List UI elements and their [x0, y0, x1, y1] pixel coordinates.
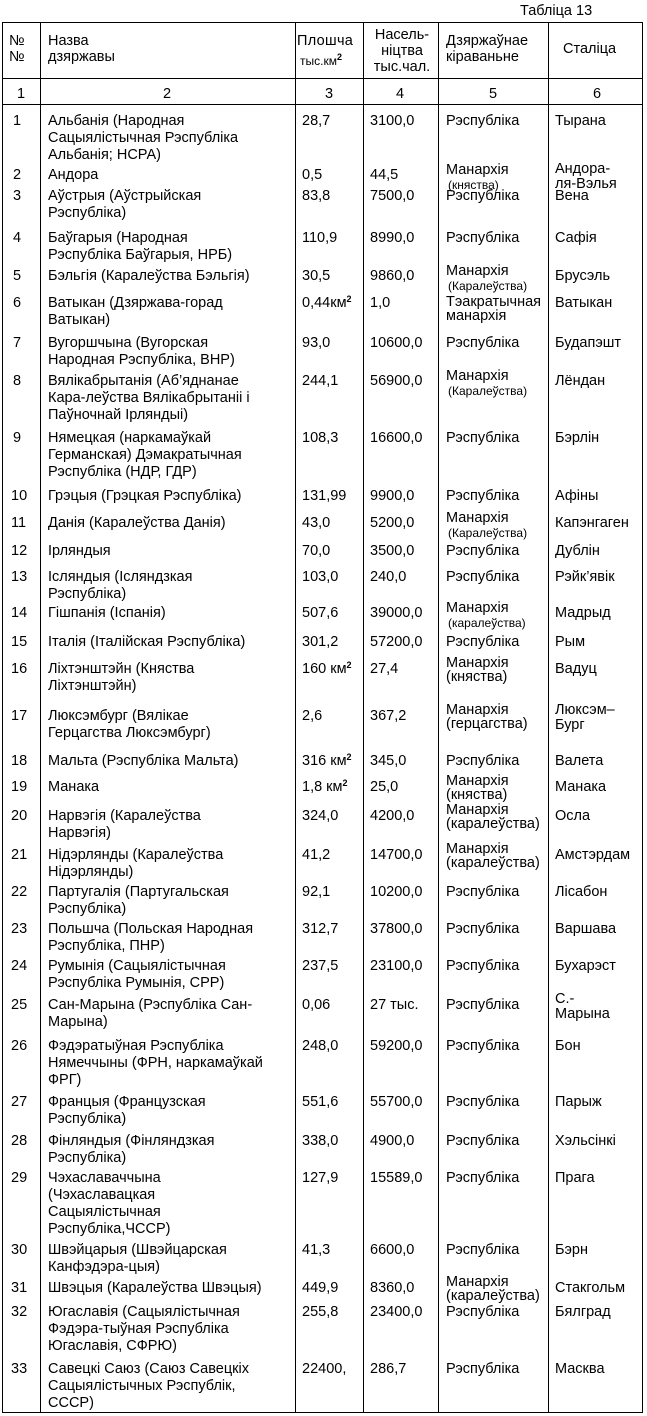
row-number: 19 — [11, 779, 28, 795]
government-form: Рэспубліка — [446, 1304, 520, 1320]
population-value: 27,4 — [370, 661, 399, 677]
government-form: Рэспубліка — [446, 1038, 520, 1054]
header-government: Дзяржаўнае кіраваньне — [446, 33, 529, 65]
area-value: 41,2 — [302, 847, 331, 863]
header-area-unit — [300, 53, 342, 70]
population-value: 15589,0 — [370, 1170, 423, 1186]
column-number: 4 — [396, 86, 405, 102]
capital-name: Бялград — [555, 1304, 611, 1320]
row-number: 23 — [11, 921, 28, 937]
population-value: 7500,0 — [370, 188, 415, 204]
row-number: 2 — [13, 167, 22, 183]
capital-name: Бон — [555, 1038, 581, 1054]
row-number: 24 — [11, 958, 28, 974]
population-value: 37800,0 — [370, 921, 423, 937]
state-name: Сан-Марына (Рэспубліка Сан- Марына) — [48, 997, 253, 1030]
area-value: 131,99 — [302, 488, 347, 504]
capital-name: Афіны — [555, 488, 599, 504]
row-number: 8 — [13, 373, 22, 389]
column-number: 5 — [489, 86, 498, 102]
area-value: 0,5 — [302, 167, 323, 183]
government-form-detail: (княства) — [448, 178, 499, 192]
population-value: 44,5 — [370, 167, 399, 183]
population-value: 39000,0 — [370, 605, 423, 621]
superscript: 2 — [346, 660, 352, 670]
population-value: 8990,0 — [370, 230, 415, 246]
population-value: 56900,0 — [370, 373, 423, 389]
government-form: Манархія (герцагства) — [446, 702, 528, 732]
state-name: Францыя (Французская Рэспубліка) — [48, 1094, 206, 1127]
government-form: Рэспубліка — [446, 488, 520, 504]
capital-name: Осла — [555, 808, 591, 824]
area-value: $0,44км^2$ — [302, 294, 352, 311]
state-name: Ісляндыя (Ісляндзкая Рэспубліка) — [48, 569, 193, 602]
state-name: Партугалія (Партугальская Рэспубліка) — [48, 884, 229, 917]
capital-name: Масква — [555, 1361, 605, 1377]
area-value: 237,5 — [302, 958, 339, 974]
capital-name: Лісабон — [555, 884, 608, 900]
capital-name: Манака — [555, 779, 607, 795]
population-value: 5200,0 — [370, 515, 415, 531]
state-name: Баўгарыя (Народная Рэспубліка Баўгарыя, НРБ) — [48, 230, 233, 263]
row-number: 4 — [13, 230, 22, 246]
state-name: Альбанія (Народная Сацыялістычная Рэспубліка Альбанія; НСРА) — [48, 113, 239, 163]
row-number: 33 — [11, 1361, 28, 1377]
population-value: 59200,0 — [370, 1038, 423, 1054]
capital-name: Сафія — [555, 230, 597, 246]
state-name: Чэхаславаччына (Чэхаславацкая Сацыялістычная Рэспубліка,ЧССР) — [48, 1170, 171, 1237]
area-value: 30,5 — [302, 268, 331, 284]
population-value: 3500,0 — [370, 543, 415, 559]
area-value: 248,0 — [302, 1038, 339, 1054]
column-divider — [438, 23, 439, 1412]
row-number: 3 — [13, 188, 22, 204]
capital-name: Андора- ля-Вэлья — [555, 161, 617, 192]
area-value: 0,06 — [302, 997, 331, 1013]
capital-name: Лёндан — [555, 373, 606, 389]
population-value: 25,0 — [370, 779, 399, 795]
row-number: 14 — [11, 605, 28, 621]
government-form: Рэспубліка — [446, 958, 520, 974]
header-divider — [3, 78, 642, 79]
area-value: 160 $км^2$ — [302, 660, 352, 677]
state-name: Вугоршчына (Вугорская Народная Рэспубліка, ВНР) — [48, 335, 235, 368]
government-form: Манархія — [446, 600, 509, 616]
row-number: 7 — [13, 335, 22, 351]
superscript: 2 — [346, 752, 352, 762]
government-form: Манархія — [446, 162, 509, 178]
state-name: Манака — [48, 779, 100, 795]
area-value: 43,0 — [302, 515, 331, 531]
row-number: 21 — [11, 847, 28, 863]
row-number: 5 — [13, 268, 22, 284]
capital-name: Варшава — [555, 921, 617, 937]
government-form: Рэспубліка — [446, 430, 520, 446]
column-divider — [363, 23, 364, 1412]
state-name: Нарвэгія (Каралеўства Нарвэгія) — [48, 808, 201, 841]
row-number: 29 — [11, 1170, 28, 1186]
header-number: № № — [9, 33, 25, 65]
government-form: Рэспубліка — [446, 753, 520, 769]
row-number: 30 — [11, 1242, 28, 1258]
column-number: 2 — [163, 86, 172, 102]
area-value: 70,0 — [302, 543, 331, 559]
government-form: Тэакратычная манархія — [446, 294, 542, 324]
state-name: Гішпанія (Іспанія) — [48, 605, 166, 621]
government-form: Манархія (каралеўства) — [446, 802, 540, 832]
government-form: Рэспубліка — [446, 543, 520, 559]
capital-name: Валета — [555, 753, 604, 769]
government-form-detail: (Каралеўства) — [448, 384, 528, 398]
population-value: 23400,0 — [370, 1304, 423, 1320]
population-value: 240,0 — [370, 569, 407, 585]
population-value: 55700,0 — [370, 1094, 423, 1110]
capital-name: Тырана — [555, 113, 606, 129]
capital-name: С.- Марына — [555, 991, 610, 1022]
row-number: 10 — [11, 488, 28, 504]
government-form: Рэспубліка — [446, 1170, 520, 1186]
area-value: 1,8 $км^2$ — [302, 778, 348, 795]
government-form-detail: (каралеўства) — [448, 616, 526, 630]
population-value: 57200,0 — [370, 634, 423, 650]
area-value: 255,8 — [302, 1304, 339, 1320]
area-value: 22400, — [302, 1361, 347, 1377]
row-number: 22 — [11, 884, 28, 900]
capital-name: Рым — [555, 634, 586, 650]
row-number: 31 — [11, 1280, 28, 1296]
government-form: Рэспубліка — [446, 884, 520, 900]
capital-name: Ватыкан — [555, 295, 613, 311]
state-name: Фінляндыя (Фінляндзкая Рэспубліка) — [48, 1133, 215, 1166]
government-form: Манархія (каралеўства) — [446, 841, 540, 871]
government-form: Рэспубліка — [446, 569, 520, 585]
state-name: Мальта (Рэспубліка Мальта) — [48, 753, 239, 769]
area-value: 507,6 — [302, 605, 339, 621]
capital-name: Бухарэст — [555, 958, 616, 974]
row-number: 12 — [11, 543, 28, 559]
government-form: Рэспубліка — [446, 113, 520, 129]
state-name: Румынія (Сацыялістычная Рэспубліка Румынія, СРР) — [48, 958, 226, 991]
area-value: 338,0 — [302, 1133, 339, 1149]
government-form: Рэспубліка — [446, 634, 520, 650]
state-name: Ватыкан (Дзяржава-горад Ватыкан) — [48, 295, 223, 328]
government-form: Рэспубліка — [446, 1094, 520, 1110]
capital-name: Дублін — [555, 543, 600, 559]
government-form: Манархія — [446, 510, 509, 526]
state-name: Савецкі Саюз (Саюз Савецкіх Сацыялістычных Рэспублік, СССР) — [48, 1361, 249, 1411]
government-form-detail: (Каралеўства) — [448, 279, 528, 293]
state-name: Нідэрлянды (Каралеўства Нідэрлянды) — [48, 847, 224, 880]
government-form: Манархія (княства) — [446, 655, 509, 685]
state-name: Вялікабрытанія (Аб’яднанае Кара-леўства Вялікабрытаніі і Паўночнай Ірляндыі) — [48, 373, 250, 423]
population-value: 14700,0 — [370, 847, 423, 863]
government-form: Рэспубліка — [446, 921, 520, 937]
population-value: 23100,0 — [370, 958, 423, 974]
capital-name: Стакгольм — [555, 1280, 626, 1296]
capital-name: Бэрн — [555, 1242, 588, 1258]
header-name: Назва дзяржавы — [48, 33, 115, 65]
area-value: 92,1 — [302, 884, 331, 900]
state-name: Югаславія (Сацыялістычная Фэдэра-тыўная Рэспубліка Югаславія, СФРЮ) — [48, 1304, 240, 1354]
population-value: 9900,0 — [370, 488, 415, 504]
area-value: 108,3 — [302, 430, 339, 446]
population-value: 345,0 — [370, 753, 407, 769]
column-number: 3 — [325, 86, 334, 102]
row-number: 18 — [11, 753, 28, 769]
column-divider — [40, 23, 41, 1412]
capital-name: Люксэм– Бург — [555, 702, 615, 733]
row-number: 17 — [11, 708, 28, 724]
area-value: 93,0 — [302, 335, 331, 351]
state-name: Аўстрыя (Аўстрыйская Рэспубліка) — [48, 188, 202, 221]
population-value: 1,0 — [370, 295, 391, 311]
row-number: 6 — [13, 295, 22, 311]
column-divider — [295, 23, 296, 1412]
population-value: 367,2 — [370, 708, 407, 724]
superscript: 2 — [336, 52, 342, 62]
state-name: Бэльгія (Каралеўства Бэльгія) — [48, 268, 250, 284]
row-number: 15 — [11, 634, 28, 650]
government-form: Рэспубліка — [446, 1133, 520, 1149]
capital-name: Амстэрдам — [555, 847, 631, 863]
state-name: Фэдэратыўная Рэспубліка Нямеччыны (ФРН, наркамаўкай ФРГ) — [48, 1038, 263, 1088]
row-number: 32 — [11, 1304, 28, 1320]
government-form: Манархія (княства) — [446, 773, 509, 803]
capital-name: Прага — [555, 1170, 595, 1186]
population-value: 16600,0 — [370, 430, 423, 446]
population-value: 286,7 — [370, 1361, 407, 1377]
area-value: 103,0 — [302, 569, 339, 585]
states-table — [2, 22, 643, 1413]
area-value: 324,0 — [302, 808, 339, 824]
government-form: Манархія — [446, 263, 509, 279]
state-name: Грэцыя (Грэцкая Рэспубліка) — [48, 488, 242, 504]
state-name: Італія (Італійская Рэспубліка) — [48, 634, 246, 650]
capital-name: Капэнгаген — [555, 515, 629, 531]
state-name: Ірляндыя — [48, 543, 111, 559]
population-value: 10600,0 — [370, 335, 423, 351]
header-area: Плошча — [297, 33, 354, 49]
row-number: 25 — [11, 997, 28, 1013]
capital-name: Вадуц — [555, 661, 597, 677]
state-name: Ліхтэнштэйн (Княства Ліхтэнштэйн) — [48, 661, 195, 694]
area-value: 41,3 — [302, 1242, 331, 1258]
area-value: 301,2 — [302, 634, 339, 650]
state-name: Данія (Каралеўства Данія) — [48, 515, 226, 531]
government-form-detail: (Каралеўства) — [448, 526, 528, 540]
capital-name: Вена — [555, 188, 589, 204]
column-number: 6 — [593, 86, 602, 102]
area-value: 312,7 — [302, 921, 339, 937]
population-value: 6600,0 — [370, 1242, 415, 1258]
area-value: 551,6 — [302, 1094, 339, 1110]
capital-name: Рэйк’явік — [555, 569, 615, 585]
population-value: 9860,0 — [370, 268, 415, 284]
population-value: 27 тыс. — [370, 997, 419, 1013]
area-value: 316 $км^2$ — [302, 752, 352, 769]
header-area-unit-text: тыс.км — [300, 54, 337, 68]
row-number: 27 — [11, 1094, 28, 1110]
row-number: 28 — [11, 1133, 28, 1149]
header-divider — [3, 104, 642, 105]
population-value: 4900,0 — [370, 1133, 415, 1149]
area-value: 244,1 — [302, 373, 339, 389]
capital-name: Парыж — [555, 1094, 602, 1110]
row-number: 13 — [11, 569, 28, 585]
column-divider — [548, 23, 549, 1412]
superscript: 2 — [346, 294, 352, 304]
population-value: 4200,0 — [370, 808, 415, 824]
population-value: 8360,0 — [370, 1280, 415, 1296]
row-number: 20 — [11, 808, 28, 824]
state-name: Швэцыя (Каралеўства Швэцыя) — [48, 1280, 262, 1296]
header-population-text: Насель- ніцтва тыс.чал. — [373, 27, 431, 75]
area-value: 83,8 — [302, 188, 331, 204]
row-number: 16 — [11, 661, 28, 677]
area-value: 28,7 — [302, 113, 331, 129]
row-number: 26 — [11, 1038, 28, 1054]
header-capital: Сталіца — [563, 41, 617, 57]
header-population — [367, 27, 437, 75]
capital-name: Бэрлін — [555, 430, 600, 446]
capital-name: Брусэль — [555, 268, 611, 284]
row-number: 11 — [11, 515, 27, 531]
government-form: Рэспубліка — [446, 1361, 520, 1377]
area-value: 449,9 — [302, 1280, 339, 1296]
row-number: 9 — [13, 430, 22, 446]
government-form: Рэспубліка — [446, 997, 520, 1013]
government-form: Рэспубліка — [446, 230, 520, 246]
government-form: Манархія — [446, 368, 509, 384]
row-number: 1 — [13, 113, 22, 129]
government-form: Рэспубліка — [446, 1242, 520, 1258]
state-name: Андора — [48, 167, 99, 183]
column-number: 1 — [17, 86, 26, 102]
capital-name: Будапэшт — [555, 335, 622, 351]
area-value: 110,9 — [302, 230, 338, 246]
superscript: 2 — [342, 778, 348, 788]
government-form: Рэспубліка — [446, 335, 520, 351]
capital-name: Мадрыд — [555, 605, 611, 621]
state-name: Польшча (Польская Народная Рэспубліка, ПНР) — [48, 921, 254, 954]
area-value: 2,6 — [302, 708, 323, 724]
state-name: Люксэмбург (Вялікае Герцагства Люксэмбург) — [48, 708, 211, 741]
population-value: 10200,0 — [370, 884, 423, 900]
state-name: Швэйцарыя (Швэйцарская Канфэдэра-цыя) — [48, 1242, 227, 1275]
government-form: Манархія (каралеўства) — [446, 1274, 540, 1304]
government-form: Рэспубліка — [446, 188, 520, 204]
table-caption: Табліца 13 — [520, 3, 593, 19]
state-name: Нямецкая (наркамаўкай Германская) Дэмакратычная Рэспубліка (НДР, ГДР) — [48, 430, 242, 480]
capital-name: Хэльсінкі — [555, 1133, 616, 1149]
area-value: 127,9 — [302, 1170, 339, 1186]
population-value: 3100,0 — [370, 113, 415, 129]
